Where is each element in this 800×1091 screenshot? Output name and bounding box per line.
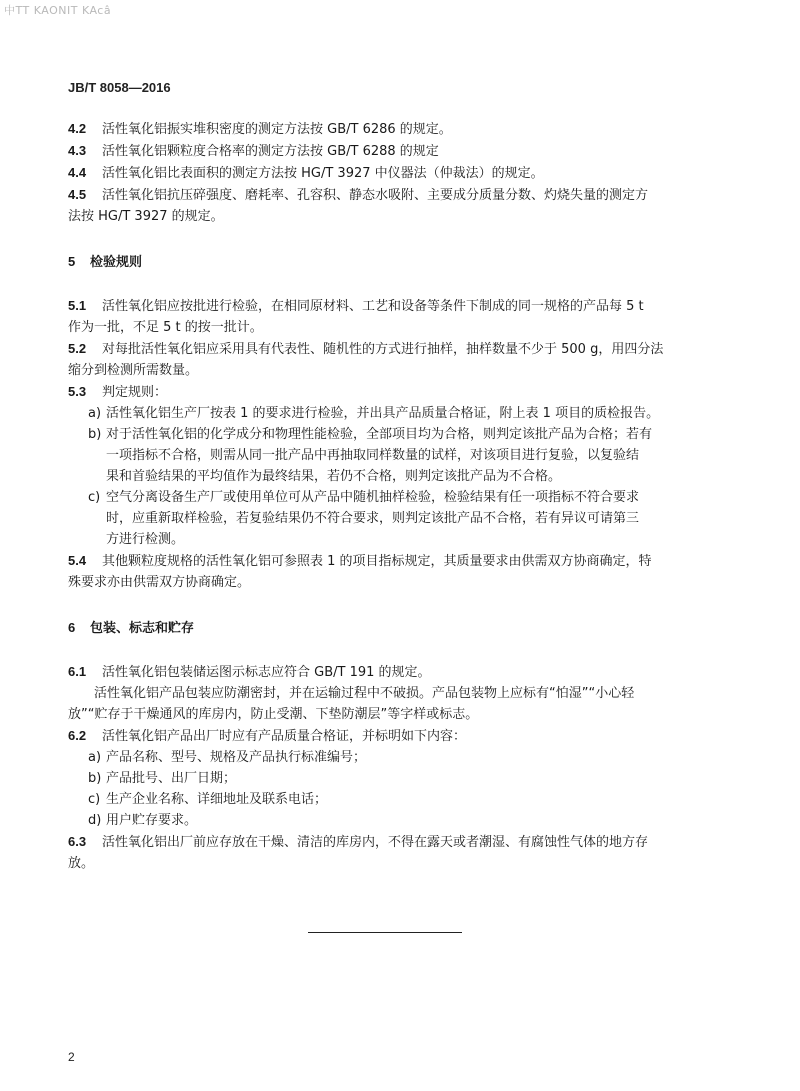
list-text: 产品批号、出厂日期； <box>106 771 237 786</box>
list-item-5-3-c-line3: 方进行检测。 <box>106 532 185 547</box>
section-number: 6 <box>68 620 76 635</box>
clause-6-2 <box>68 725 736 747</box>
list-letter: b) <box>88 427 102 442</box>
clause-5-1 <box>68 295 736 317</box>
clause-4-4 <box>68 162 736 184</box>
list-text: 产品名称、型号、规格及产品执行标准编号； <box>106 750 367 765</box>
list-text: 用户贮存要求。 <box>106 813 198 828</box>
clause-number: 5.3 <box>68 384 87 399</box>
clause-text: 活性氧化铝产品出厂时应有产品质量合格证，并标明如下内容： <box>102 729 467 744</box>
clause-text: 判定规则： <box>102 385 168 400</box>
clause-number: 6.2 <box>68 728 87 743</box>
clause-text: 活性氧化铝颗粒度合格率的测定方法按 GB/T 6288 的规定 <box>102 144 439 159</box>
list-text: 活性氧化铝生产厂按表 1 的要求进行检验，并出具产品质量合格证，附上表 1 项目的质检报告。 <box>106 406 660 421</box>
clause-text: 活性氧化铝抗压碎强度、磨耗率、孔容积、静态水吸附、主要成分质量分数、灼烧失量的测定方 <box>102 188 649 203</box>
section-title: 检验规则 <box>90 255 143 270</box>
section-title: 包装、标志和贮存 <box>90 621 195 636</box>
clause-text: 活性氧化铝包装储运图示标志应符合 GB/T 191 的规定。 <box>102 665 431 680</box>
clause-6-1 <box>68 661 736 683</box>
section-number: 5 <box>68 254 76 269</box>
clause-6-1-paragraph: 活性氧化铝产品包装应防潮密封，并在运输过程中不破损。产品包装物上应标有“怕湿”“小心轻 <box>94 686 635 701</box>
document-body <box>68 118 736 874</box>
clause-number: 4.2 <box>68 121 87 136</box>
list-letter: b) <box>88 771 102 786</box>
section-6-heading <box>68 617 736 639</box>
list-item-5-3-c <box>68 487 736 508</box>
clause-4-5-continued: 法按 HG/T 3927 的规定。 <box>68 209 224 224</box>
clause-number: 6.1 <box>68 664 87 679</box>
clause-text: 活性氧化铝应按批进行检验，在相同原材料、工艺和设备等条件下制成的同一规格的产品每 5 t <box>102 299 644 314</box>
clause-5-2 <box>68 338 736 360</box>
clause-text: 活性氧化铝出厂前应存放在干燥、清洁的库房内，不得在露天或者潮湿、有腐蚀性气体的地方存 <box>102 835 649 850</box>
page-number: 2 <box>68 1050 75 1064</box>
list-letter: a) <box>88 406 102 421</box>
list-item-6-2-a <box>68 747 736 768</box>
clause-4-2 <box>68 118 736 140</box>
list-text: 生产企业名称、详细地址及联系电话； <box>106 792 328 807</box>
list-item-5-3-b <box>68 424 736 445</box>
clause-text: 对每批活性氧化铝应采用具有代表性、随机性的方式进行抽样，抽样数量不少于 500 g，用四分法 <box>102 342 664 357</box>
clause-number: 4.3 <box>68 143 87 158</box>
list-letter: c) <box>88 490 101 505</box>
list-letter: c) <box>88 792 101 807</box>
clause-number: 4.4 <box>68 165 87 180</box>
clause-number: 6.3 <box>68 834 87 849</box>
clause-text: 其他颗粒度规格的活性氧化铝可参照表 1 的项目指标规定，其质量要求由供需双方协商确定，特 <box>102 554 652 569</box>
list-item-5-3-a <box>68 403 736 424</box>
list-letter: a) <box>88 750 102 765</box>
list-item-6-2-d <box>68 810 736 831</box>
watermark-text: 中TT KAONIT KAcâ <box>4 4 112 17</box>
clause-6-3 <box>68 831 736 853</box>
list-item-5-3-b-line3: 果和首验结果的平均值作为最终结果，若仍不合格，则判定该批产品为不合格。 <box>106 469 562 484</box>
clause-6-1-paragraph-continued: 放”“贮存于干燥通风的库房内，防止受潮、下垫防潮层”等字样或标志。 <box>68 707 479 722</box>
list-text: 对于活性氧化铝的化学成分和物理性能检验，全部项目均为合格，则判定该批产品为合格；若有 <box>106 427 653 442</box>
clause-number: 5.4 <box>68 553 87 568</box>
list-item-6-2-c <box>68 789 736 810</box>
clause-number: 5.1 <box>68 298 87 313</box>
clause-number: 4.5 <box>68 187 87 202</box>
document-code: JB/T 8058—2016 <box>68 80 171 95</box>
list-item-5-3-c-line2: 时，应重新取样检验，若复验结果仍不符合要求，则判定该批产品不合格，若有异议可请第三 <box>106 511 640 526</box>
clause-text: 活性氧化铝振实堆积密度的测定方法按 GB/T 6286 的规定。 <box>102 122 452 137</box>
list-text: 空气分离设备生产厂或使用单位可从产品中随机抽样检验，检验结果有任一项指标不符合要求 <box>106 490 640 505</box>
clause-number: 5.2 <box>68 341 87 356</box>
clause-4-3 <box>68 140 736 162</box>
clause-5-2-continued: 缩分到检测所需数量。 <box>68 363 199 378</box>
clause-4-5 <box>68 184 736 206</box>
clause-6-3-continued: 放。 <box>68 856 95 871</box>
list-item-5-3-b-line2: 一项指标不合格，则需从同一批产品中再抽取同样数量的试样，对该项目进行复验，以复验结 <box>106 448 640 463</box>
clause-5-4-continued: 殊要求亦由供需双方协商确定。 <box>68 575 251 590</box>
list-item-6-2-b <box>68 768 736 789</box>
list-letter: d) <box>88 813 102 828</box>
end-rule <box>308 932 462 933</box>
clause-text: 活性氧化铝比表面积的测定方法按 HG/T 3927 中仪器法（仲裁法）的规定。 <box>102 166 544 181</box>
clause-5-4 <box>68 550 736 572</box>
clause-5-3 <box>68 381 736 403</box>
section-5-heading <box>68 251 736 273</box>
clause-5-1-continued: 作为一批，不足 5 t 的按一批计。 <box>68 320 263 335</box>
